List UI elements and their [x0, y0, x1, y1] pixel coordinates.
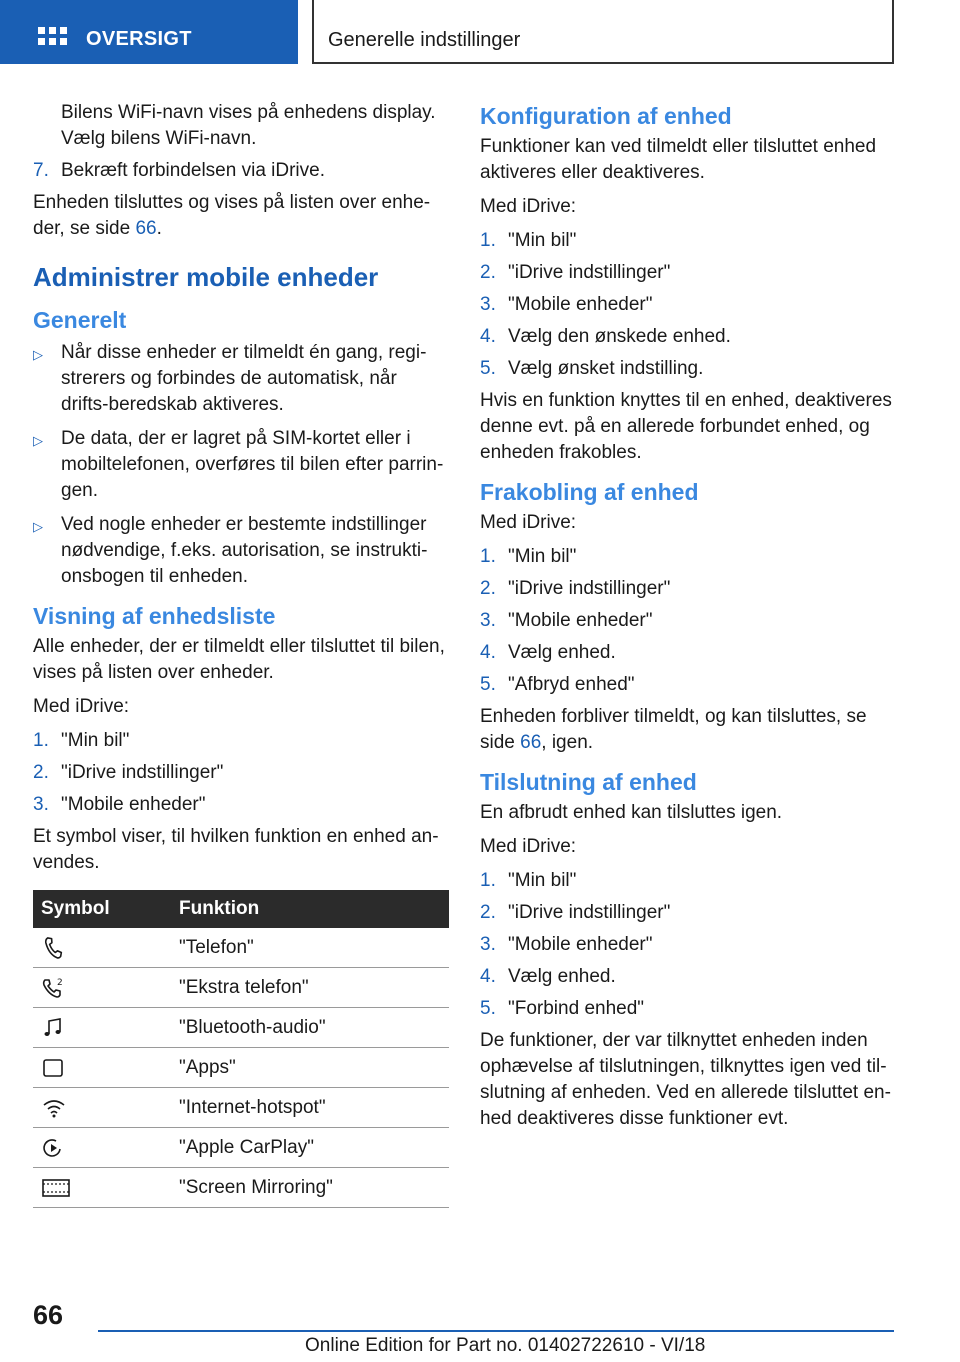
overview-tab-label: OVERSIGT: [86, 28, 192, 50]
symbol-table: [33, 890, 449, 1208]
list-item: [33, 158, 449, 184]
bullet-text: De data, der er lagret på SIM-kortet eller i mobiltelefonen, overføres til bilen efter parrin-gen.: [61, 428, 444, 501]
step-number: 4.: [480, 966, 496, 987]
step-list: [33, 728, 449, 818]
bullet-list: [33, 340, 449, 590]
step-list: [480, 868, 898, 1022]
footer-divider: [98, 1330, 894, 1332]
list-item: [480, 544, 898, 570]
list-item: [480, 932, 898, 958]
paragraph: Med iDrive:: [480, 836, 577, 857]
step-text: "Afbryd enhed": [508, 674, 635, 695]
list-item: [33, 728, 449, 754]
heading-general: Generelt: [33, 307, 127, 333]
table-row: [33, 1048, 449, 1088]
step-list: [480, 544, 898, 698]
step-number: 7.: [33, 160, 49, 181]
page-link[interactable]: 66: [135, 218, 157, 239]
table-row: [33, 968, 449, 1008]
bullet-text: Ved nogle enheder er bestemte indstillinger nødvendige, f.eks. autorisation, se instrukti-onsbogen til enheden.: [61, 514, 428, 587]
heading-device-list: Visning af enhedsliste: [33, 603, 276, 629]
step-list: [480, 228, 898, 382]
triangle-bullet-icon: ▷: [33, 519, 43, 534]
step-number: 1.: [480, 870, 496, 891]
svg-text:2: 2: [57, 977, 63, 988]
list-item: [480, 996, 898, 1022]
step-number: 2.: [480, 262, 496, 283]
step-continuation-line: Vælg bilens WiFi-navn.: [61, 128, 257, 149]
function-cell: "Telefon": [179, 928, 449, 968]
step-number: 3.: [480, 934, 496, 955]
left-column: [33, 100, 449, 1208]
paragraph-text: , igen.: [541, 732, 594, 753]
step-number: 4.: [480, 326, 496, 347]
step-list: [33, 158, 449, 184]
paragraph: De funktioner, der var tilknyttet enheden inden ophævelse af tilslutningen, tilknyttes igen ved til-slutning af enheden. Ved en allerede tilsluttet en-hed deaktiveres disse funktioner evt.: [480, 1030, 891, 1129]
function-cell: "Apps": [179, 1048, 449, 1088]
list-item: [480, 576, 898, 602]
column-header-symbol: Symbol: [33, 890, 179, 928]
list-item: [480, 640, 898, 666]
right-column: [480, 100, 898, 1140]
list-item: [33, 792, 449, 818]
step-text: "iDrive indstillinger": [61, 762, 224, 783]
function-cell: "Screen Mirroring": [179, 1168, 449, 1208]
music-note-icon: [41, 1016, 65, 1040]
step-text: "iDrive indstillinger": [508, 902, 671, 923]
list-item: [480, 324, 898, 350]
step-text: "Forbind enhed": [508, 998, 645, 1019]
list-item: [480, 292, 898, 318]
step-number: 5.: [480, 358, 496, 379]
step-continuation: [33, 100, 449, 152]
triangle-bullet-icon: ▷: [33, 347, 43, 362]
paragraph-text: Enheden forbliver tilmeldt, og kan tilsluttes, se side: [480, 706, 867, 753]
paragraph: Hvis en funktion knyttes til en enhed, deaktiveres denne evt. på en allerede forbundet enhed, og enheden frakobles.: [480, 390, 892, 463]
list-item: [480, 260, 898, 286]
function-cell: "Bluetooth-audio": [179, 1008, 449, 1048]
step-number: 5.: [480, 674, 496, 695]
step-number: 1.: [33, 730, 49, 751]
list-item: [33, 512, 449, 590]
paragraph: En afbrudt enhed kan tilsluttes igen.: [480, 802, 783, 823]
page-link[interactable]: 66: [520, 732, 542, 753]
wifi-icon: [41, 1096, 67, 1120]
heading-disconnect: Frakobling af enhed: [480, 479, 699, 505]
column-header-function: Funktion: [179, 890, 449, 928]
step-text: "Min bil": [61, 730, 130, 751]
step-number: 2.: [33, 762, 49, 783]
list-item: [480, 964, 898, 990]
list-item: [480, 672, 898, 698]
table-row: [33, 928, 449, 968]
step-number: 3.: [33, 794, 49, 815]
step-number: 2.: [480, 902, 496, 923]
list-item: [33, 426, 449, 504]
step-text: "Mobile enheder": [508, 934, 653, 955]
step-text: "iDrive indstillinger": [508, 578, 671, 599]
phone-icon: [41, 936, 65, 960]
heading-connect: Tilslutning af enhed: [480, 769, 697, 795]
extra-phone-icon: [41, 976, 65, 1000]
apps-icon: [41, 1056, 65, 1080]
step-text: Bekræft forbindelsen via iDrive.: [61, 160, 325, 181]
list-item: [480, 900, 898, 926]
paragraph: Med iDrive:: [480, 196, 577, 217]
heading-configuration: Konfiguration af enhed: [480, 103, 732, 129]
table-row: [33, 1128, 449, 1168]
page-number: 66: [33, 1300, 64, 1330]
step-text: Vælg den ønskede enhed.: [508, 326, 731, 347]
table-header-row: [33, 890, 449, 928]
section-tab[interactable]: [312, 0, 894, 64]
step-number: 1.: [480, 546, 496, 567]
list-item: [480, 608, 898, 634]
list-item: [480, 868, 898, 894]
paragraph: Med iDrive:: [33, 696, 130, 717]
paragraph: Funktioner kan ved tilmeldt eller tilsluttet enhed aktiveres eller deaktiveres.: [480, 136, 877, 183]
step-text: Vælg enhed.: [508, 642, 616, 663]
step-text: "Mobile enheder": [61, 794, 206, 815]
step-number: 3.: [480, 294, 496, 315]
paragraph: Et symbol viser, til hvilken funktion en enhed an-vendes.: [33, 826, 439, 873]
function-cell: "Apple CarPlay": [179, 1128, 449, 1168]
step-text: Vælg enhed.: [508, 966, 616, 987]
step-text: Vælg ønsket indstilling.: [508, 358, 704, 379]
table-row: [33, 1008, 449, 1048]
table-row: [33, 1088, 449, 1128]
function-cell: "Internet-hotspot": [179, 1088, 449, 1128]
step-number: 5.: [480, 998, 496, 1019]
step-number: 4.: [480, 642, 496, 663]
paragraph: Alle enheder, der er tilmeldt eller tilsluttet til bilen, vises på listen over enheder.: [33, 636, 445, 683]
step-text: "Mobile enheder": [508, 294, 653, 315]
heading-admin: Administrer mobile enheder: [33, 262, 379, 292]
list-item: [33, 340, 449, 418]
step-number: 3.: [480, 610, 496, 631]
step-text: "iDrive indstillinger": [508, 262, 671, 283]
step-text: "Min bil": [508, 546, 577, 567]
paragraph: [480, 704, 898, 756]
paragraph: Med iDrive:: [480, 512, 577, 533]
function-cell: "Ekstra telefon": [179, 968, 449, 1008]
paragraph-text: .: [156, 218, 162, 239]
step-number: 2.: [480, 578, 496, 599]
step-text: "Min bil": [508, 230, 577, 251]
grid-menu-icon: [38, 27, 68, 49]
screen-mirroring-icon: [41, 1176, 71, 1200]
triangle-bullet-icon: ▷: [33, 433, 43, 448]
carplay-icon: [41, 1136, 65, 1160]
bullet-text: Når disse enheder er tilmeldt én gang, regi-strerers og forbindes de automatisk, når drifts-beredskab aktiveres.: [61, 342, 427, 415]
section-tab-label: Generelle indstillinger: [328, 29, 521, 51]
list-item: [480, 356, 898, 382]
list-item: [33, 760, 449, 786]
table-row: [33, 1168, 449, 1208]
paragraph-text: Enheden tilsluttes og vises på listen over enhe-der, se side: [33, 192, 431, 239]
overview-tab[interactable]: [0, 0, 298, 64]
paragraph: [33, 190, 449, 242]
step-text: "Min bil": [508, 870, 577, 891]
edition-text: Online Edition for Part no. 01402722610 - VI/18: [305, 1335, 706, 1356]
list-item: [480, 228, 898, 254]
step-number: 1.: [480, 230, 496, 251]
step-text: "Mobile enheder": [508, 610, 653, 631]
step-continuation-line: Bilens WiFi-navn vises på enhedens display.: [61, 102, 436, 123]
